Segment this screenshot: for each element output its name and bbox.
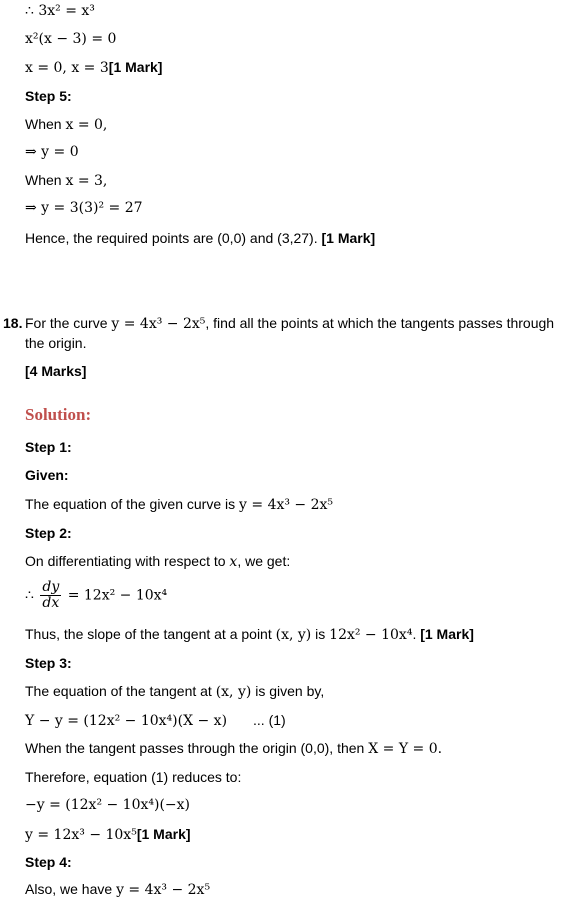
origin-text: When the tangent passes through the origin (0,0), then xyxy=(25,740,369,756)
also-math: y = 4x³ − 2x⁵ xyxy=(116,882,211,898)
case-line-2 xyxy=(25,171,107,190)
slope-mid: is xyxy=(311,626,330,642)
question-math: y = 4x³ − 2x⁵ xyxy=(111,316,206,332)
differentiate-var: x xyxy=(229,554,238,570)
case-line-1-math: x = 0, xyxy=(65,117,108,133)
curve-equation-pre: The equation of the given curve is xyxy=(25,496,240,512)
question-text xyxy=(25,314,561,353)
case-line-1 xyxy=(25,115,107,134)
reduced-equation-2-math: y = 12x³ − 10x⁵ xyxy=(25,827,137,843)
equation-ref: ... (1) xyxy=(253,712,286,728)
derivative-rhs: = 12x² − 10x⁴ xyxy=(67,587,168,604)
fraction-numerator: dy xyxy=(42,579,60,595)
case-line-1-pre: When xyxy=(25,116,66,132)
origin-math: X = Y = 0. xyxy=(368,741,443,757)
step-1-label: Step 1: xyxy=(25,439,72,455)
slope-pre: Thus, the slope of the tangent at a point xyxy=(25,626,276,642)
therefore-line: Therefore, equation (1) reduces to: xyxy=(25,769,242,785)
reduced-equation-2 xyxy=(25,825,191,844)
tangent-equation: Y − y = (12x² − 10x⁴)(X − x) xyxy=(25,713,228,729)
question-text-post: , find all the points at which the tangents passes through the origin. xyxy=(25,315,555,351)
derivative-fraction xyxy=(40,580,61,611)
solution-heading: Solution: xyxy=(25,405,92,424)
tangent-point: (x, y) xyxy=(215,684,252,700)
step-5-label: Step 5: xyxy=(25,88,72,104)
question-marks: [4 Marks] xyxy=(25,363,87,379)
tangent-intro-line xyxy=(25,682,324,701)
question-text-pre: For the curve xyxy=(25,315,112,331)
eq-line-3-math: x = 0, x = 3 xyxy=(25,60,109,76)
tangent-post: is given by, xyxy=(251,683,325,699)
differentiate-pre: On differentiating with respect to xyxy=(25,553,230,569)
result-line-2: ⇒ y = 3(3)² = 27 xyxy=(25,200,143,216)
slope-line xyxy=(25,625,474,644)
origin-line xyxy=(25,739,442,758)
case-line-2-pre: When xyxy=(25,172,66,188)
also-pre: Also, we have xyxy=(25,881,117,897)
derivative-line xyxy=(25,580,167,611)
slope-point: (x, y) xyxy=(275,627,312,643)
slope-value: 12x² − 10x⁴ xyxy=(329,627,413,643)
curve-equation-math: y = 4x³ − 2x⁵ xyxy=(239,497,334,513)
given-label: Given: xyxy=(25,467,69,483)
eq-line-2: x²(x − 3) = 0 xyxy=(25,31,117,47)
differentiate-post: , we get: xyxy=(237,553,291,569)
slope-dot: . xyxy=(412,626,421,642)
step-2-label: Step 2: xyxy=(25,525,72,541)
curve-equation-line xyxy=(25,495,333,514)
tangent-pre: The equation of the tangent at xyxy=(25,683,216,699)
question-number: 18. xyxy=(3,315,23,331)
therefore-symbol: ∴ xyxy=(25,587,34,604)
step-3-label: Step 3: xyxy=(25,655,72,671)
mark-label: [1 Mark] xyxy=(136,826,191,842)
case-line-2-math: x = 3, xyxy=(65,173,108,189)
conclusion-line xyxy=(25,229,375,247)
reduced-equation-1: −y = (12x² − 10x⁴)(−x) xyxy=(25,797,191,813)
fraction-denominator: dx xyxy=(42,595,60,611)
tangent-equation-line xyxy=(25,711,286,730)
step-4-label: Step 4: xyxy=(25,854,72,870)
result-line-1: ⇒ y = 0 xyxy=(25,144,79,160)
mark-label: [1 Mark] xyxy=(108,59,163,75)
mark-label: [1 Mark] xyxy=(420,626,474,642)
conclusion-text: Hence, the required points are (0,0) and (3,27). xyxy=(25,230,322,246)
also-line xyxy=(25,880,210,899)
eq-line-1: ∴ 3x² = x³ xyxy=(25,3,95,19)
eq-line-3 xyxy=(25,58,162,77)
mark-label: [1 Mark] xyxy=(321,230,376,246)
differentiate-line xyxy=(25,552,290,571)
